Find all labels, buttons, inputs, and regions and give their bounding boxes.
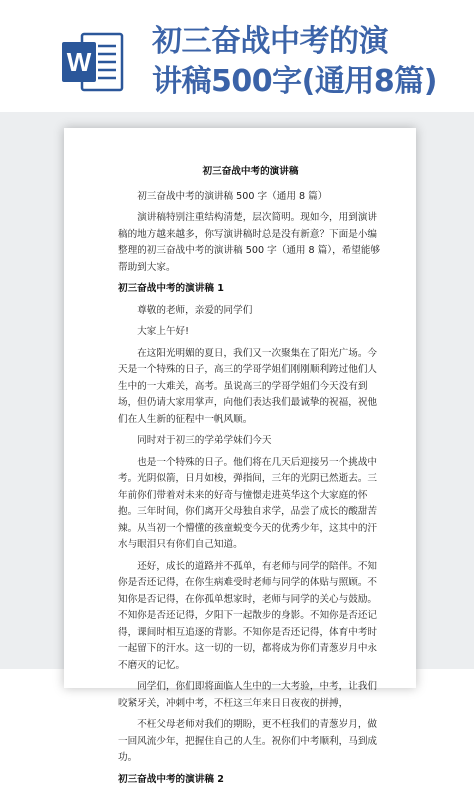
page-title [152,22,474,102]
word-doc-icon [62,30,124,94]
header-banner [0,0,474,112]
paragraph-4: 还好，成长的道路并不孤单，有老师与同学的陪伴。不知你是否还记得，在你生病难受时老师与同学的体贴与照顾。不知你是否记得，在你孤单想家时，老师与同学的关心与鼓励。不知你是否还记得，夕阳下一起散步的身影。不知你是否还记得，课间时相互追逐的背影。不知你是否还记得，体育中考时一起留下的汗水。这一切的一切，都将成为你们青葱岁月中永不磨灭的记忆。 [118,560,378,671]
paragraph-5: 同学们，你们即将面临人生中的一大考验，中考，让我们咬紧牙关，冲刺中考，不枉这三年来日日夜夜的拼搏， [118,681,378,709]
section-heading-1: 初三奋战中考的演讲稿 1 [118,283,224,294]
word-letter: W [66,47,92,77]
greeting-line: 尊敬的老师，亲爱的同学们 [137,304,253,316]
document-body [118,164,383,793]
hello-line: 大家上午好! [137,326,190,337]
document-heading: 初三奋战中考的演讲稿 [202,166,299,177]
paragraph-2: 同时对于初三的学弟学妹们今天 [137,435,272,446]
paragraph-1: 在这阳光明媚的夏日，我们又一次聚集在了阳光广场。今天是一个特殊的日子，高三的学哥学姐们刚刚顺利跨过他们人生中的一大难关，高考。虽说高三的学哥学姐们今天没有到场，但仍请大家用掌声，向他们表达我们最诚挚的祝福，祝他们在人生新的征程中一帆风顺。 [118,347,378,425]
title-line-1: 初三奋战中考的演 [152,24,388,59]
document-subtitle: 初三奋战中考的演讲稿 500 字（通用 8 篇） [137,190,328,202]
title-line-2: 讲稿500字(通用8篇) [152,64,437,99]
section-heading-2: 初三奋战中考的演讲稿 2 [118,773,224,785]
paragraph-6: 不枉父母老师对我们的期盼，更不枉我们的青葱岁月，做一回风流少年，把握住自己的人生。祝你们中考顺利，马到成功。 [118,719,378,763]
paragraph-3: 也是一个特殊的日子。他们将在几天后迎接另一个挑战中考。光阴似箭，日月如梭，弹指间，三年的光阴已然逝去。三年前你们带着对未来的好奇与憧憬走进英华这个大家庭的怀抱。三年时间，你们离开父母独自求学，品尝了成长的酸甜苦辣。从当初一个懵懂的孩童蜕变今天的优秀少年，这其中的汗水与眼泪只有你们自己知道。 [118,456,378,550]
intro-paragraph: 演讲稿特别注重结构清楚，层次简明。现如今，用到演讲稿的地方越来越多，你写演讲稿时总是没有新意？下面是小编整理的初三奋战中考的演讲稿 500 字（通用 8 篇），希望能够帮助到大家。 [118,212,381,273]
